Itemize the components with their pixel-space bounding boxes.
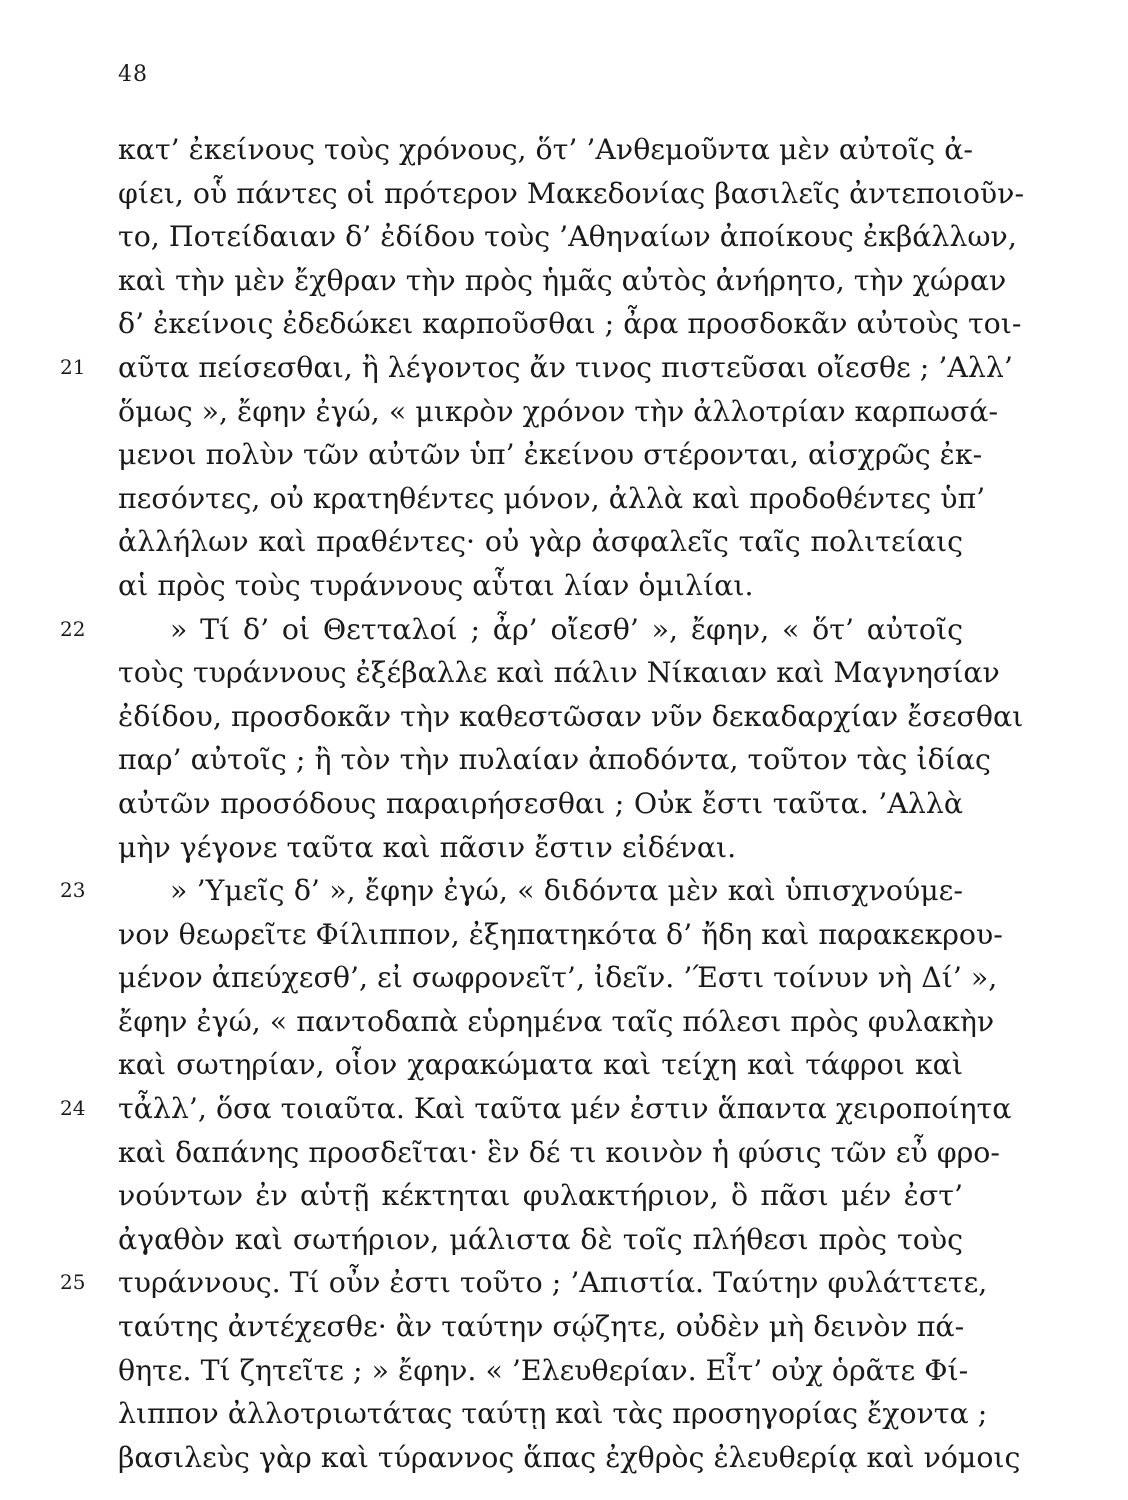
- text-line: [118, 215, 1017, 259]
- section-number: 25: [60, 1270, 86, 1295]
- text-line: [118, 1349, 969, 1393]
- line-text: καὶ δαπάνης προσδεῖται· ἓν δέ τι κοινὸν ἡ φύσις τῶν εὖ φρο-: [118, 1135, 1000, 1169]
- body-text: [60, 128, 1025, 1479]
- line-text: πεσόντες, οὐ κρατηθέντες μόνον, ἀλλὰ καὶ προδοθέντες ὑπ’: [118, 481, 986, 515]
- text-line: [118, 1131, 1000, 1175]
- text-line: [118, 738, 991, 782]
- text-line: [118, 520, 963, 564]
- text-line: [60, 1261, 988, 1305]
- text-line: [60, 869, 963, 913]
- line-text: αἱ πρὸς τοὺς τυράννους αὗται λίαν ὁμιλίαι.: [118, 568, 754, 602]
- text-line: [118, 782, 963, 826]
- line-text: μένον ἀπεύχεσθ’, εἰ σωφρονεῖτ’, ἰδεῖν. ’Έστι τοίνυν νὴ Δί’ »,: [118, 961, 998, 995]
- text-line: [118, 913, 1003, 957]
- text-line: [118, 259, 1007, 303]
- text-line: [118, 128, 973, 172]
- page-number: 48: [118, 62, 148, 87]
- text-line: [118, 651, 1000, 695]
- text-line: [118, 956, 998, 1000]
- line-text: νούντων ἐν αὑτῇ κέκτηται φυλακτήριον, ὃ πᾶσι μέν ἐστ’: [118, 1179, 963, 1213]
- line-text: κατ’ ἐκείνους τοὺς χρόνους, ὅτ’ ’Ανθεμοῦντα μὲν αὐτοῖς ἀ-: [118, 133, 973, 166]
- text-line: [118, 390, 999, 434]
- line-text: ἀλλήλων καὶ πραθέντες· οὐ γὰρ ἀσφαλεῖς ταῖς πολιτείαις: [118, 525, 963, 559]
- text-line: [118, 695, 1024, 739]
- line-text: δ’ ἐκείνοις ἐδεδώκει καρποῦσθαι ; ἆρα προσδοκᾶν αὐτοὺς τοι-: [118, 307, 1022, 341]
- text-line: [118, 433, 983, 477]
- text-line: [118, 826, 963, 870]
- text-line: [60, 1087, 1012, 1131]
- line-text: ὅμως », ἔφην ἐγώ, « μικρὸν χρόνον τὴν ἀλλοτρίαν καρπωσά-: [118, 394, 999, 428]
- section-number: 23: [60, 878, 86, 903]
- line-text: ἐδίδου, προσδοκᾶν τὴν καθεστῶσαν νῦν δεκαδαρχίαν ἔσεσθαι: [118, 699, 1024, 733]
- line-text: ταύτης ἀντέχεσθε· ἂν ταύτην σῴζητε, οὐδὲν μὴ δεινὸν πά-: [118, 1310, 965, 1344]
- text-line: [118, 477, 986, 521]
- text-line: [118, 564, 963, 608]
- text-line: [60, 608, 963, 652]
- line-text: το, Ποτείδαιαν δ’ ἐδίδου τοὺς ’Αθηναίων ἀποίκους ἐκβάλλων,: [118, 220, 1017, 254]
- text-line: [118, 1305, 963, 1349]
- line-text: βασιλεὺς γὰρ καὶ τύραννος ἅπας ἐχθρὸς ἐλευθερίᾳ καὶ νόμοις: [118, 1440, 1021, 1474]
- line-text: » ’Υμεῖς δ’ », ἔφην ἐγώ, « διδόντα μὲν καὶ ὑπισχνούμε-: [170, 874, 963, 908]
- line-text: νον θεωρεῖτε Φίλιππον, ἐξηπατηκότα δ’ ἤδη καὶ παρακεκρου-: [118, 917, 1003, 951]
- line-text: μὴν γέγονε ταῦτα καὶ πᾶσιν ἔστιν εἰδέναι.: [118, 830, 737, 864]
- line-text: καὶ σωτηρίαν, οἷον χαρακώματα καὶ τείχη καὶ τάφροι καὶ: [118, 1048, 963, 1082]
- line-text: θητε. Τί ζητεῖτε ; » ἔφην. « ’Ελευθερίαν. Εἶτ’ οὐχ ὁρᾶτε Φί-: [118, 1353, 969, 1387]
- section-number: 22: [60, 616, 86, 641]
- text-line: [118, 1174, 963, 1218]
- line-text: » Τί δ’ οἱ Θετταλοί ; ἆρ’ οἴεσθ’ », ἔφην, « ὅτ’ αὐτοῖς: [170, 612, 963, 646]
- line-text: ἔφην ἐγώ, « παντοδαπὰ εὑρημένα ταῖς πόλεσι πρὸς φυλακὴν: [118, 1004, 995, 1038]
- section-number: 21: [60, 354, 86, 379]
- text-line: [118, 1218, 963, 1262]
- line-text: φίει, οὗ πάντες οἱ πρότερον Μακεδονίας βασιλεῖς ἀντεποιοῦν-: [118, 176, 1025, 210]
- text-line: [118, 1043, 963, 1087]
- line-text: λιππον ἀλλοτριωτάτας ταύτῃ καὶ τὰς προσηγορίας ἔχοντα ;: [118, 1397, 988, 1431]
- line-text: αῦτα πείσεσθαι, ἢ λέγοντος ἄν τινος πιστεῦσαι οἴεσθε ; ’Αλλ’: [118, 350, 1013, 384]
- line-text: τοὺς τυράννους ἐξέβαλλε καὶ πάλιν Νίκαιαν καὶ Μαγνησίαν: [118, 656, 1000, 690]
- line-text: μενοι πολὺν τῶν αὐτῶν ὑπ’ ἐκείνου στέρονται, αἰσχρῶς ἐκ-: [118, 438, 983, 472]
- line-text: αὐτῶν προσόδους παραιρήσεσθαι ; Οὐκ ἔστι ταῦτα. ’Αλλὰ: [118, 786, 963, 820]
- section-number: 24: [60, 1096, 86, 1121]
- text-line: [60, 346, 1013, 390]
- text-line: [118, 302, 1022, 346]
- line-text: τυράννους. Τί οὖν ἐστι τοῦτο ; ’Απιστία. Ταύτην φυλάττετε,: [118, 1266, 988, 1300]
- text-line: [118, 1392, 988, 1436]
- line-text: καὶ τὴν μὲν ἔχθραν τὴν πρὸς ἡμᾶς αὐτὸς ἀνήρητο, τὴν χώραν: [118, 263, 1007, 297]
- line-text: ἀγαθὸν καὶ σωτήριον, μάλιστα δὲ τοῖς πλήθεσι πρὸς τοὺς: [118, 1222, 963, 1256]
- text-line: [118, 1436, 1021, 1480]
- line-text: παρ’ αὐτοῖς ; ἢ τὸν τὴν πυλαίαν ἀποδόντα, τοῦτον τὰς ἰδίας: [118, 743, 991, 777]
- line-text: τἆλλ’, ὅσα τοιαῦτα. Καὶ ταῦτα μέν ἐστιν ἅπαντα χειροποίητα: [118, 1092, 1012, 1126]
- text-line: [118, 172, 1025, 216]
- text-line: [118, 1000, 995, 1044]
